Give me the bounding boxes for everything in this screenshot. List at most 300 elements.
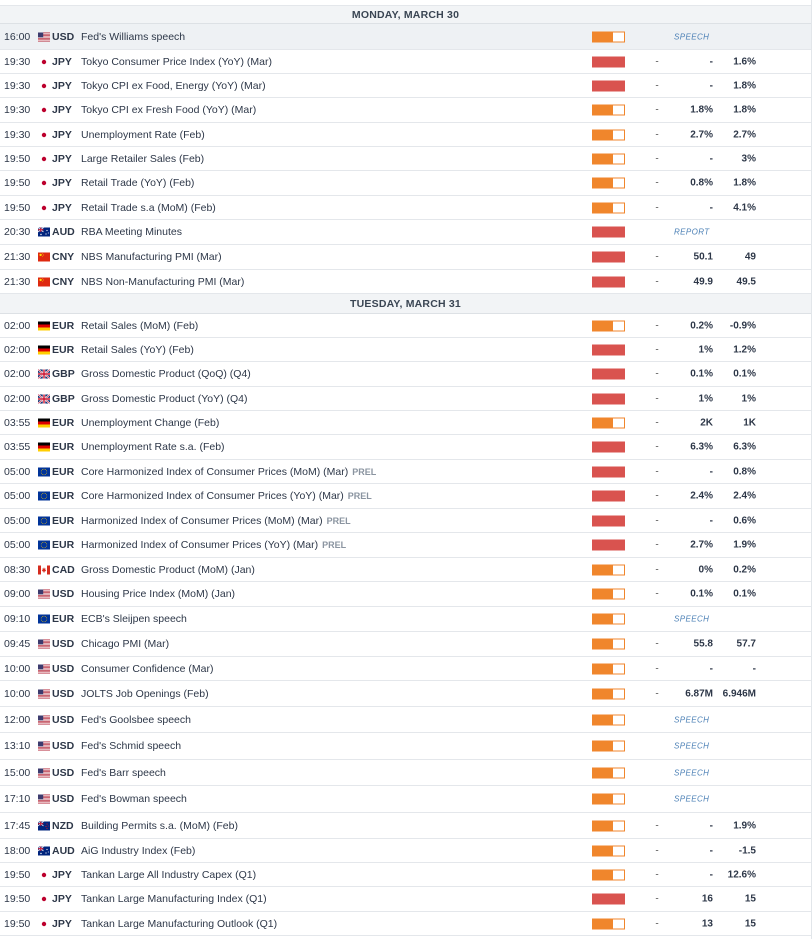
event-time: 19:50 [4, 917, 31, 930]
impact-medium-indicator [592, 153, 625, 164]
event-currency: JPY [52, 79, 72, 92]
event-name-text: Fed's Schmid speech [81, 740, 182, 752]
impact-medium-indicator [592, 105, 625, 116]
event-row[interactable] [0, 657, 811, 681]
event-type-badge: SPEECH [674, 715, 710, 724]
event-currency: NZD [52, 819, 74, 832]
event-row[interactable] [0, 123, 811, 147]
event-row[interactable] [0, 760, 811, 786]
event-time: 19:50 [4, 152, 31, 165]
event-actual: - [655, 918, 659, 929]
event-name-text: Harmonized Index of Consumer Prices (YoY) (Mar) [81, 539, 319, 551]
china-flag-icon [38, 253, 50, 262]
event-currency: GBP [52, 392, 75, 405]
event-row[interactable] [0, 509, 811, 533]
uk-flag-icon [38, 394, 50, 403]
event-actual: - [655, 663, 659, 674]
impact-medium-indicator [592, 820, 625, 831]
event-actual: - [655, 368, 659, 380]
event-forecast: - [709, 663, 713, 674]
event-name-text: Consumer Confidence (Mar) [81, 662, 214, 675]
event-name-text: AiG Industry Index (Feb) [81, 844, 196, 857]
event-currency: USD [52, 30, 75, 43]
impact-high-indicator [592, 515, 625, 526]
event-previous: 1.8% [733, 177, 756, 189]
event-row[interactable] [0, 387, 811, 411]
event-previous: 0.2% [733, 564, 756, 575]
prel-badge: PREL [352, 466, 377, 477]
event-row[interactable] [0, 813, 811, 839]
eu-flag-icon [38, 492, 50, 501]
event-name-text: Gross Domestic Product (MoM) (Jan) [81, 563, 255, 576]
event-forecast: 0.2% [690, 320, 713, 331]
event-name-text: Building Permits s.a. (MoM) (Feb) [81, 819, 238, 832]
impact-medium-indicator [592, 178, 625, 189]
event-previous: 6.946M [722, 688, 756, 699]
event-name[interactable] [81, 767, 166, 779]
event-currency: EUR [52, 416, 75, 429]
impact-high-indicator [592, 442, 625, 453]
china-flag-icon [38, 277, 50, 286]
impact-high-indicator [592, 80, 625, 91]
event-row[interactable] [0, 533, 811, 558]
germany-flag-icon [38, 321, 50, 330]
event-previous: 1.9% [733, 820, 756, 831]
event-time: 19:50 [4, 177, 31, 189]
event-currency: USD [52, 687, 75, 700]
japan-flag-icon [38, 895, 50, 904]
event-forecast: 6.87M [685, 688, 713, 699]
event-row[interactable] [0, 582, 811, 607]
us-flag-icon [38, 689, 50, 698]
event-name-text: Retail Sales (YoY) (Feb) [81, 343, 194, 356]
event-name-text: Harmonized Index of Consumer Prices (MoM) (Mar) [81, 514, 323, 527]
event-actual: - [655, 177, 659, 189]
event-row[interactable] [0, 411, 811, 435]
eu-flag-icon [38, 541, 50, 550]
event-currency: EUR [52, 343, 75, 356]
us-flag-icon [38, 590, 50, 599]
japan-flag-icon [38, 203, 50, 212]
event-time: 18:00 [4, 844, 31, 857]
event-row[interactable] [0, 632, 811, 657]
event-name[interactable] [81, 368, 251, 380]
impact-high-indicator [592, 227, 625, 238]
event-time: 02:00 [4, 343, 31, 356]
event-previous: 2.4% [733, 490, 756, 502]
impact-medium-indicator [592, 564, 625, 575]
event-currency: EUR [52, 514, 75, 527]
event-name-text: Tokyo Consumer Price Index (YoY) (Mar) [81, 55, 273, 68]
event-name[interactable] [81, 251, 222, 263]
event-previous: 1K [743, 417, 756, 428]
impact-high-indicator [592, 540, 625, 551]
impact-medium-indicator [592, 714, 625, 725]
japan-flag-icon [38, 919, 50, 928]
event-currency: USD [52, 793, 75, 805]
event-name[interactable] [81, 714, 191, 726]
event-row[interactable] [0, 171, 811, 196]
event-name[interactable] [81, 104, 256, 116]
table-top-strip [0, 0, 811, 6]
event-forecast: - [709, 80, 713, 91]
event-previous: 12.6% [727, 869, 756, 880]
event-currency: AUD [52, 844, 75, 857]
event-row[interactable] [0, 607, 811, 632]
event-name-text: Tankan Large All Industry Capex (Q1) [81, 868, 257, 881]
event-name-text: Core Harmonized Index of Consumer Prices (MoM) (Mar) [81, 465, 349, 478]
event-forecast: 13 [701, 918, 713, 929]
event-time: 19:30 [4, 128, 31, 141]
event-forecast: - [709, 202, 713, 213]
event-row[interactable] [0, 681, 811, 707]
event-name[interactable] [81, 793, 187, 805]
event-name[interactable] [81, 177, 194, 189]
impact-medium-indicator [592, 918, 625, 929]
event-time: 10:00 [4, 662, 31, 675]
event-forecast: 0.1% [690, 588, 713, 600]
event-name-text: Large Retailer Sales (Feb) [81, 152, 205, 165]
event-name-text: RBA Meeting Minutes [81, 226, 182, 238]
event-time: 09:45 [4, 638, 31, 650]
event-time: 02:00 [4, 319, 31, 332]
japan-flag-icon [38, 81, 50, 90]
event-name[interactable] [81, 417, 219, 429]
event-name-text: Fed's Williams speech [81, 30, 186, 43]
eu-flag-icon [38, 467, 50, 476]
event-forecast: 2K [700, 417, 713, 428]
event-name[interactable] [81, 820, 238, 832]
event-row[interactable] [0, 707, 811, 733]
event-currency: JPY [52, 104, 72, 116]
event-time: 05:00 [4, 539, 31, 551]
event-name[interactable] [81, 740, 181, 752]
eu-flag-icon [38, 516, 50, 525]
event-actual: - [655, 638, 659, 650]
impact-high-indicator [592, 344, 625, 355]
event-currency: JPY [52, 893, 72, 905]
japan-flag-icon [38, 106, 50, 115]
event-time: 05:00 [4, 514, 31, 527]
event-name[interactable] [81, 129, 205, 141]
event-currency: JPY [52, 152, 72, 165]
event-previous: 0.1% [733, 368, 756, 380]
australia-flag-icon [38, 846, 50, 855]
event-forecast: 0.1% [690, 368, 713, 380]
event-actual: - [655, 129, 659, 140]
event-name[interactable] [81, 539, 346, 551]
us-flag-icon [38, 795, 50, 804]
prel-badge: PREL [326, 515, 351, 526]
event-name-text: ECB's Sleijpen speech [81, 613, 187, 625]
new-zealand-flag-icon [38, 821, 50, 830]
event-row[interactable] [0, 314, 811, 338]
event-previous: 1.2% [733, 344, 756, 355]
event-name-text: Unemployment Change (Feb) [81, 416, 220, 429]
impact-medium-indicator [592, 741, 625, 752]
impact-high-indicator [592, 393, 625, 404]
event-row[interactable] [0, 786, 811, 813]
event-name-text: Fed's Goolsbee speech [81, 713, 191, 726]
event-row[interactable] [0, 196, 811, 220]
event-name[interactable] [81, 202, 216, 214]
event-row[interactable] [0, 484, 811, 509]
germany-flag-icon [38, 345, 50, 354]
event-forecast: - [709, 820, 713, 831]
event-previous: 15 [744, 893, 756, 905]
event-currency: JPY [52, 128, 72, 141]
event-currency: USD [52, 766, 75, 779]
event-name[interactable] [81, 845, 195, 857]
event-time: 10:00 [4, 687, 31, 700]
impact-medium-indicator [592, 845, 625, 856]
event-row[interactable] [0, 147, 811, 171]
impact-medium-indicator [592, 639, 625, 650]
event-type-badge: SPEECH [674, 614, 710, 624]
event-time: 03:55 [4, 416, 31, 429]
event-forecast: - [709, 869, 713, 880]
event-time: 21:30 [4, 275, 31, 288]
event-actual: - [655, 441, 659, 453]
event-time: 19:50 [4, 201, 31, 214]
event-actual: - [655, 564, 659, 575]
event-name-text: Gross Domestic Product (QoQ) (Q4) [81, 368, 251, 380]
eu-flag-icon [38, 615, 50, 624]
japan-flag-icon [38, 870, 50, 879]
event-name[interactable] [81, 226, 182, 238]
event-time: 21:30 [4, 251, 31, 263]
event-name-text: Retail Trade s.a (MoM) (Feb) [81, 201, 216, 214]
event-actual: - [655, 56, 659, 67]
event-name-text: NBS Non-Manufacturing PMI (Mar) [81, 275, 245, 288]
event-actual: - [655, 869, 659, 880]
impact-high-indicator [592, 276, 625, 287]
event-name[interactable] [81, 276, 244, 288]
event-actual: - [655, 104, 659, 116]
us-flag-icon [38, 742, 50, 751]
event-name[interactable] [81, 663, 213, 675]
event-row[interactable] [0, 460, 811, 484]
event-time: 19:50 [4, 868, 31, 881]
event-forecast: - [709, 515, 713, 526]
event-name-text: Tankan Large Manufacturing Index (Q1) [81, 893, 267, 905]
germany-flag-icon [38, 443, 50, 452]
event-name[interactable] [81, 153, 204, 165]
event-time: 17:45 [4, 819, 31, 832]
event-currency: EUR [52, 539, 75, 551]
event-forecast: 55.8 [693, 638, 713, 650]
event-forecast: 49.9 [693, 276, 713, 287]
event-previous: 4.1% [733, 202, 756, 213]
event-previous: 49 [744, 251, 756, 263]
event-currency: JPY [52, 177, 72, 189]
event-name-text: JOLTS Job Openings (Feb) [81, 687, 209, 700]
event-type-badge: SPEECH [674, 32, 710, 41]
us-flag-icon [38, 664, 50, 673]
impact-high-indicator [592, 252, 625, 263]
event-time: 17:10 [4, 793, 31, 805]
day-header: TUESDAY, MARCH 31 [0, 294, 811, 314]
event-time: 12:00 [4, 713, 31, 726]
event-previous: 0.1% [733, 588, 756, 600]
event-name-text: Gross Domestic Product (YoY) (Q4) [81, 392, 248, 405]
event-name[interactable] [81, 515, 351, 527]
event-name[interactable] [81, 869, 256, 881]
event-name[interactable] [81, 893, 267, 905]
event-currency: USD [52, 638, 75, 650]
event-name[interactable] [81, 466, 376, 478]
event-row[interactable] [0, 839, 811, 863]
impact-medium-indicator [592, 794, 625, 805]
prel-badge: PREL [322, 540, 347, 550]
event-actual: - [655, 893, 659, 905]
australia-flag-icon [38, 228, 50, 237]
event-actual: - [655, 80, 659, 91]
event-forecast: 1% [698, 393, 713, 404]
event-name[interactable] [81, 918, 277, 930]
event-time: 02:00 [4, 392, 31, 405]
event-previous: - [752, 663, 756, 674]
event-previous: 1.8% [733, 104, 756, 116]
event-actual: - [655, 820, 659, 831]
event-time: 20:30 [4, 226, 31, 238]
event-previous: 0.6% [733, 515, 756, 526]
impact-high-indicator [592, 491, 625, 502]
event-name[interactable] [81, 31, 185, 43]
event-actual: - [655, 344, 659, 355]
event-name-text: Tokyo CPI ex Fresh Food (YoY) (Mar) [81, 104, 257, 116]
event-row[interactable] [0, 220, 811, 245]
event-previous: 1.6% [733, 56, 756, 67]
event-previous: 1% [741, 393, 756, 404]
event-name[interactable] [81, 688, 209, 700]
canada-flag-icon [38, 565, 50, 574]
event-row[interactable] [0, 362, 811, 387]
event-currency: EUR [52, 613, 75, 625]
event-previous: 15 [744, 918, 756, 929]
event-type-badge: SPEECH [674, 794, 710, 804]
event-time: 19:50 [4, 893, 31, 905]
event-name[interactable] [81, 344, 194, 356]
event-forecast: - [709, 845, 713, 856]
event-actual: - [655, 202, 659, 213]
event-currency: USD [52, 713, 75, 726]
us-flag-icon [38, 768, 50, 777]
impact-high-indicator [592, 56, 625, 67]
event-name[interactable] [81, 638, 169, 650]
event-name[interactable] [81, 564, 255, 576]
event-name[interactable] [81, 393, 248, 405]
event-row[interactable] [0, 24, 811, 50]
event-forecast: 2.7% [690, 129, 713, 140]
event-forecast: 0% [698, 564, 713, 575]
event-name[interactable] [81, 80, 266, 92]
event-time: 16:00 [4, 30, 31, 43]
event-currency: JPY [52, 868, 72, 881]
event-name-text: Fed's Bowman speech [81, 793, 187, 805]
event-actual: - [655, 251, 659, 263]
event-currency: JPY [52, 55, 72, 68]
event-actual: - [655, 588, 659, 600]
event-forecast: 0.8% [690, 177, 713, 189]
us-flag-icon [38, 640, 50, 649]
event-actual: - [655, 417, 659, 428]
event-name[interactable] [81, 320, 198, 332]
event-name[interactable] [81, 441, 225, 453]
event-row[interactable] [0, 733, 811, 760]
impact-medium-indicator [592, 31, 625, 42]
impact-medium-indicator [592, 417, 625, 428]
event-row[interactable] [0, 245, 811, 270]
event-name-text: Fed's Barr speech [81, 766, 166, 779]
event-time: 05:00 [4, 465, 31, 478]
impact-medium-indicator [592, 869, 625, 880]
germany-flag-icon [38, 418, 50, 427]
event-actual: - [655, 688, 659, 699]
event-type-badge: SPEECH [674, 741, 710, 751]
event-currency: EUR [52, 319, 75, 332]
event-forecast: - [709, 56, 713, 67]
event-currency: EUR [52, 441, 75, 453]
event-time: 13:10 [4, 740, 31, 752]
event-row[interactable] [0, 863, 811, 887]
impact-medium-indicator [592, 202, 625, 213]
event-actual: - [655, 539, 659, 551]
impact-medium-indicator [592, 614, 625, 625]
event-name-text: Tankan Large Manufacturing Outlook (Q1) [81, 917, 278, 930]
event-time: 09:10 [4, 613, 31, 625]
impact-high-indicator [592, 894, 625, 905]
event-row[interactable] [0, 98, 811, 123]
japan-flag-icon [38, 179, 50, 188]
event-name-text: Core Harmonized Index of Consumer Prices (YoY) (Mar) [81, 490, 344, 502]
event-actual: - [655, 393, 659, 404]
calendar-rows [0, 6, 811, 936]
uk-flag-icon [38, 370, 50, 379]
impact-medium-indicator [592, 688, 625, 699]
us-flag-icon [38, 715, 50, 724]
event-previous: -0.9% [729, 320, 756, 331]
event-name[interactable] [81, 56, 272, 68]
japan-flag-icon [38, 57, 50, 66]
event-row[interactable] [0, 435, 811, 460]
us-flag-icon [38, 32, 50, 41]
event-row[interactable] [0, 558, 811, 582]
event-row[interactable] [0, 50, 811, 74]
event-row[interactable] [0, 912, 811, 936]
event-row[interactable] [0, 338, 811, 362]
event-actual: - [655, 490, 659, 502]
impact-medium-indicator [592, 129, 625, 140]
japan-flag-icon [38, 154, 50, 163]
event-previous: 6.3% [733, 441, 756, 453]
event-name[interactable] [81, 490, 372, 502]
event-row[interactable] [0, 74, 811, 98]
event-time: 15:00 [4, 766, 31, 779]
event-row[interactable] [0, 270, 811, 294]
event-time: 02:00 [4, 368, 31, 380]
event-row[interactable] [0, 887, 811, 912]
event-forecast: 50.1 [693, 251, 713, 263]
event-time: 19:30 [4, 104, 31, 116]
event-name[interactable] [81, 613, 187, 625]
impact-medium-indicator [592, 663, 625, 674]
event-actual: - [655, 515, 659, 526]
event-name[interactable] [81, 588, 235, 600]
event-previous: 2.7% [733, 129, 756, 140]
event-currency: EUR [52, 490, 75, 502]
event-time: 19:30 [4, 79, 31, 92]
